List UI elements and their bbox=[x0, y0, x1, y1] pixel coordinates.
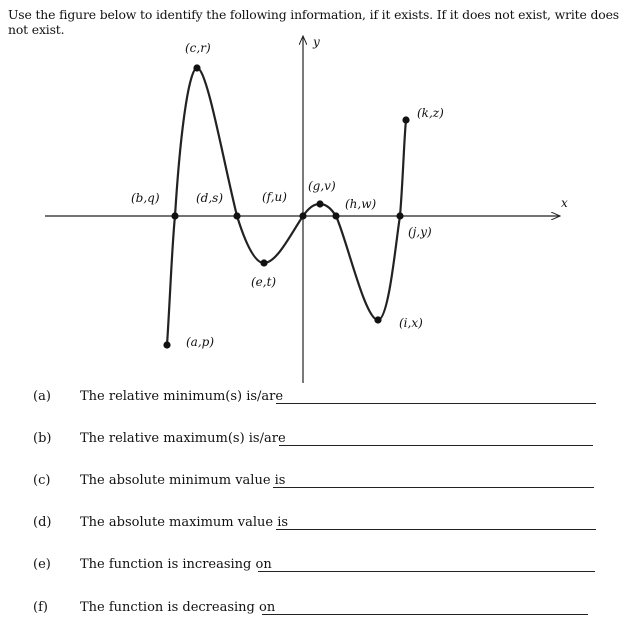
point-c-label: (c,r) bbox=[185, 41, 211, 55]
point-j-label: (j,y) bbox=[408, 225, 432, 239]
question-a-letter: (a) bbox=[33, 389, 51, 404]
question-a-prompt: The relative minimum(s) is/are bbox=[80, 389, 284, 404]
answer-c-blank[interactable] bbox=[273, 487, 594, 488]
question-c-letter: (c) bbox=[33, 473, 51, 488]
point-b-label: (b,q) bbox=[131, 191, 160, 205]
question-e bbox=[0, 557, 643, 579]
point-i-dot bbox=[374, 316, 381, 323]
question-d-letter: (d) bbox=[33, 515, 52, 530]
question-c-prompt: The absolute minimum value is bbox=[80, 473, 286, 488]
question-e-prompt: The function is increasing on bbox=[80, 557, 272, 572]
point-d-dot bbox=[233, 212, 240, 219]
point-f-dot bbox=[299, 212, 306, 219]
point-h-dot bbox=[332, 212, 339, 219]
point-k-dot bbox=[402, 116, 409, 123]
point-e-dot bbox=[260, 259, 267, 266]
answer-f-blank[interactable] bbox=[262, 614, 588, 615]
point-c-dot bbox=[193, 64, 200, 71]
question-b-letter: (b) bbox=[33, 431, 52, 446]
x-axis-label: x bbox=[561, 196, 568, 210]
question-e-letter: (e) bbox=[33, 557, 51, 572]
point-a-dot bbox=[163, 341, 170, 348]
point-i-label: (i,x) bbox=[399, 316, 423, 330]
question-d bbox=[0, 515, 643, 537]
question-d-prompt: The absolute maximum value is bbox=[80, 515, 289, 530]
answer-d-blank[interactable] bbox=[276, 529, 596, 530]
point-f-label: (f,u) bbox=[262, 190, 287, 204]
point-e-label: (e,t) bbox=[251, 275, 277, 289]
question-c bbox=[0, 473, 643, 495]
question-f bbox=[0, 600, 643, 622]
point-g-dot bbox=[316, 200, 323, 207]
instructions-text: Use the figure below to identify the following information, if it exists. If it does not exist, write does not exist. bbox=[8, 7, 619, 37]
point-h-label: (h,w) bbox=[345, 197, 377, 211]
answer-e-blank[interactable] bbox=[258, 571, 595, 572]
answer-b-blank[interactable] bbox=[279, 445, 593, 446]
question-b bbox=[0, 431, 643, 453]
question-f-letter: (f) bbox=[33, 600, 48, 615]
point-a-label: (a,p) bbox=[186, 335, 215, 349]
point-b-dot bbox=[171, 212, 178, 219]
point-k-label: (k,z) bbox=[417, 106, 444, 120]
question-a bbox=[0, 389, 643, 411]
point-d-label: (d,s) bbox=[196, 191, 224, 205]
point-g-label: (g,v) bbox=[308, 179, 336, 193]
answer-a-blank[interactable] bbox=[276, 403, 596, 404]
question-f-prompt: The function is decreasing on bbox=[80, 600, 276, 615]
question-b-prompt: The relative maximum(s) is/are bbox=[80, 431, 286, 446]
point-j-dot bbox=[396, 212, 403, 219]
y-axis-label: y bbox=[313, 35, 320, 49]
